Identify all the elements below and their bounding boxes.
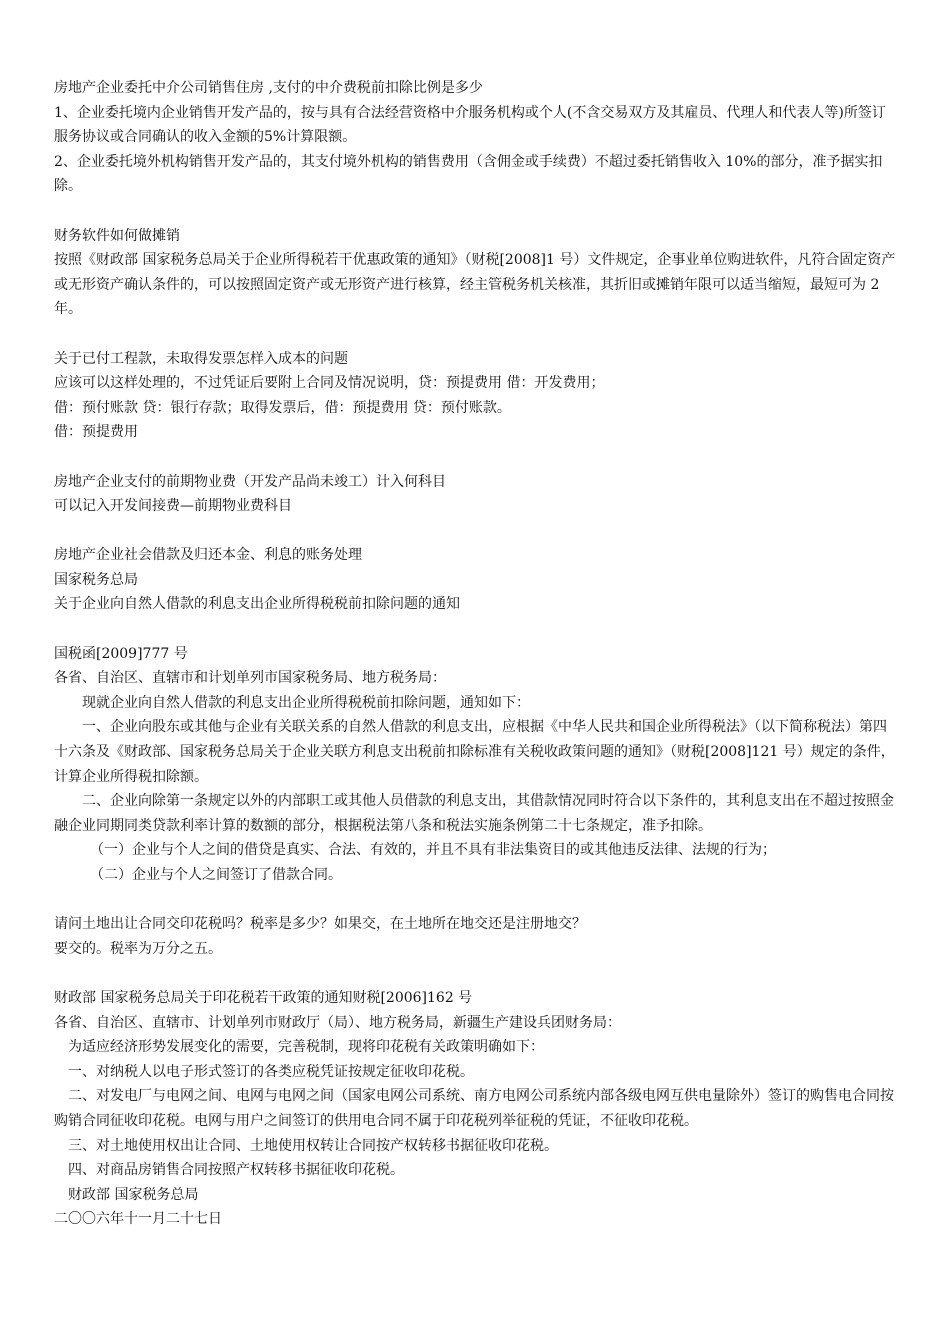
section-stamp-duty-notice: [54, 986, 896, 1232]
paragraph: 关于企业向自然人借款的利息支出企业所得税税前扣除问题的通知: [54, 596, 460, 613]
section-heading: 房地产企业支付的前期物业费（开发产品尚未竣工）计入何科目: [54, 473, 446, 490]
paragraph: 一、对纳税人以电子形式签订的各类应税凭证按规定征收印花税。: [68, 1063, 474, 1080]
section-heading: 财务软件如何做摊销: [54, 227, 180, 244]
paragraph: （二）企业与个人之间签订了借款合同。: [90, 867, 342, 883]
paragraph: 可以记入开发间接费—前期物业费科目: [54, 498, 292, 515]
paragraph: 四、对商品房销售合同按照产权转移书据征收印花税。: [68, 1162, 404, 1179]
section-property-fee: [54, 470, 896, 519]
paragraph: 1、企业委托境内企业销售开发产品的，按与具有合法经营资格中介服务机构或个人(不含交易双方及其雇员、代理人和代表人等)所签订服务协议或合同确认的收入金额的5%计算限额。: [54, 104, 886, 146]
paragraph: 应该可以这样处理的，不过凭证后要附上合同及情况说明，贷：预提费用 借：开发费用；: [54, 375, 605, 392]
section-heading: 财政部 国家税务总局关于印花税若干政策的通知财税[2006]162 号: [54, 989, 473, 1006]
section-agent-fee: [54, 76, 896, 199]
section-social-borrowing: [54, 543, 896, 617]
paragraph: 借：预提费用: [54, 424, 138, 441]
section-notice-777: [54, 642, 896, 888]
paragraph: 二、对发电厂与电网之间、电网与电网之间（国家电网公司系统、南方电网公司系统内部各级电网互供电量除外）签订的购售电合同按购销合同征收印花税。电网与用户之间签订的供用电合同不属于印花税列举征税的凭证，不征收印花税。: [54, 1088, 894, 1129]
paragraph: 为适应经济形势发展变化的需要，完善税制，现将印花税有关政策明确如下：: [68, 1039, 544, 1056]
paragraph: 国家税务总局: [54, 571, 138, 588]
paragraph: 按照《财政部 国家税务总局关于企业所得税若干优惠政策的通知》（财税[2008]1 号）文件规定，企事业单位购进软件，凡符合固定资产或无形资产确认条件的，可以按照固定资产或无形资产进行核算，经主管税务机关核准，其折旧或摊销年限可以适当缩短，最短可为 2 年。: [54, 252, 896, 318]
section-stamp-duty-question: [54, 912, 896, 961]
date-line: 二〇〇六年十一月二十七日: [54, 1211, 222, 1228]
paragraph: 2、企业委托境外机构销售开发产品的，其支付境外机构的销售费用（含佣金或手续费）不超过委托销售收入 10%的部分，准予据实扣除。: [54, 153, 883, 195]
paragraph: 各省、自治区、直辖市、计划单列市财政厅（局）、地方税务局，新疆生产建设兵团财务局：: [54, 1014, 621, 1031]
section-heading: 房地产企业委托中介公司销售住房 ,支付的中介费税前扣除比例是多少: [54, 80, 483, 96]
paragraph: 二、企业向除第一条规定以外的内部职工或其他人员借款的利息支出，其借款情况同时符合以下条件的，其利息支出在不超过按照金融企业同期同类贷款利率计算的数额的部分，根据税法第八条和税法实施条例第二十七条规定，准予扣除。: [54, 793, 894, 834]
section-heading: 关于已付工程款，未取得发票怎样入成本的问题: [54, 350, 348, 367]
paragraph: 要交的。税率为万分之五。: [54, 940, 222, 957]
section-heading: 请问土地出让合同交印花税吗？税率是多少？如果交，在土地所在地交还是注册地交？: [54, 916, 586, 933]
paragraph: 一、企业向股东或其他与企业有关联关系的自然人借款的利息支出，应根据《中华人民共和国企业所得税法》（以下简称税法）第四十六条及《财政部、国家税务总局关于企业关联方利息支出税前扣除标准有关税收政策问题的通知》（财税[2008]121 号）规定的条件，计算企业所得税扣除额。: [54, 719, 895, 785]
document-number: 国税函[2009]777 号: [54, 645, 188, 662]
signature-line: 财政部 国家税务总局: [68, 1186, 199, 1203]
section-software-amortization: [54, 224, 896, 322]
section-heading: 房地产企业社会借款及归还本金、利息的账务处理: [54, 547, 362, 564]
paragraph: 各省、自治区、直辖市和计划单列市国家税务局、地方税务局：: [54, 670, 446, 687]
paragraph: （一）企业与个人之间的借贷是真实、合法、有效的，并且不具有非法集资目的或其他违反法律、法规的行为；: [90, 842, 776, 859]
paragraph: 三、对土地使用权出让合同、土地使用权转让合同按产权转移书据征收印花税。: [68, 1137, 558, 1154]
section-engineering-payment: [54, 347, 896, 445]
document-body: [54, 76, 896, 1257]
paragraph: 现就企业向自然人借款的利息支出企业所得税税前扣除问题，通知如下：: [82, 694, 530, 711]
paragraph: 借：预付账款 贷：银行存款；取得发票后，借：预提费用 贷：预付账款。: [54, 399, 511, 416]
